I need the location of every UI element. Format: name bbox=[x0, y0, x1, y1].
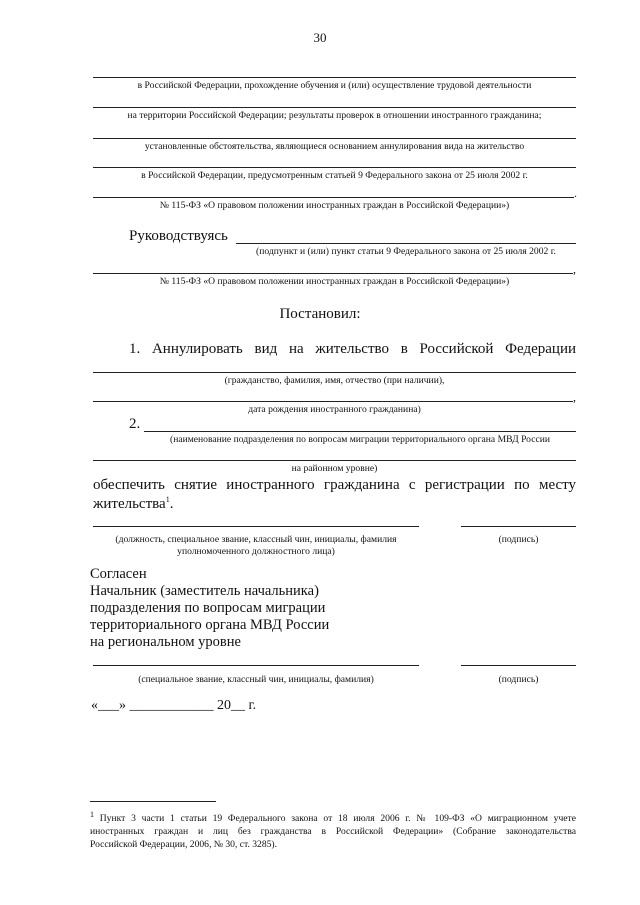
header-caption-3: установленные обстоятельства, являющиеся основанием аннулирования вида на жительство bbox=[144, 141, 525, 152]
header-rule-2 bbox=[93, 107, 576, 108]
header-rule-4 bbox=[93, 167, 576, 168]
footnote-line-3: Российской Федерации, 2006, № 30, ст. 3285). bbox=[90, 839, 278, 851]
footnote-reference: 1 bbox=[165, 495, 170, 504]
date-line bbox=[91, 698, 256, 714]
signature-rule-1 bbox=[461, 526, 576, 527]
item2-rule-1 bbox=[144, 431, 576, 432]
date-year-prefix: 20 bbox=[217, 698, 231, 713]
approval-line-5: на региональном уровне bbox=[90, 634, 241, 650]
item1-comma: , bbox=[573, 390, 576, 404]
head-caption: (специальное звание, классный чин, инициалы, фамилия) bbox=[138, 674, 374, 685]
header-rule-1 bbox=[93, 77, 576, 78]
header-caption-4: в Российской Федерации, предусмотренным статьей 9 Федерального закона от 25 июля 2002 г. bbox=[141, 170, 528, 181]
footnote-marker: 1 bbox=[90, 810, 94, 819]
item1-rule-2 bbox=[93, 401, 573, 402]
approval-line-4: территориального органа МВД России bbox=[90, 617, 330, 633]
item2-caption-1: (наименование подразделения по вопросам миграции территориального органа МВД России bbox=[170, 434, 550, 445]
guided-comma: , bbox=[573, 262, 576, 276]
page-number: 30 bbox=[313, 30, 327, 45]
signature-caption-1: (подпись) bbox=[498, 534, 539, 545]
item1-caption-1: (гражданство, фамилия, имя, отчество (при наличии), bbox=[224, 375, 445, 386]
guided-caption-2: № 115-ФЗ «О правовом положении иностранных граждан в Российской Федерации») bbox=[159, 276, 510, 287]
footnote-separator bbox=[90, 801, 216, 802]
item1-caption-2: дата рождения иностранного гражданина) bbox=[248, 404, 421, 415]
guided-rule-2 bbox=[93, 273, 573, 274]
item2-period: . bbox=[169, 496, 174, 512]
item2-text-line2 bbox=[93, 495, 173, 513]
guided-caption-1: (подпункт и (или) пункт статьи 9 Федерального закона от 25 июля 2002 г. bbox=[256, 246, 556, 257]
header-rule-5 bbox=[93, 197, 574, 198]
date-day-blank: ___ bbox=[98, 698, 119, 713]
item1-text: 1. Аннулировать вид на жительство в Российской Федерации bbox=[129, 341, 576, 357]
footnote-line-2: иностранных граждан и лиц без гражданства в Российской Федерации» (Собрание законодательства bbox=[90, 826, 576, 838]
date-month-blank: ____________ bbox=[129, 698, 214, 713]
approval-line-3: подразделения по вопросам миграции bbox=[90, 600, 326, 616]
footnote-line-1 bbox=[90, 808, 576, 825]
date-open-quote: « bbox=[91, 698, 98, 713]
item2-caption-2: на районном уровне) bbox=[291, 463, 378, 474]
header-caption-2: на территории Российской Федерации; результаты проверок в отношении иностранного гражданина; bbox=[127, 110, 542, 121]
header-caption-5: № 115-ФЗ «О правовом положении иностранных граждан в Российской Федерации») bbox=[159, 200, 510, 211]
item2-text-line1: обеспечить снятие иностранного гражданина с регистрации по месту bbox=[93, 477, 576, 493]
item1-rule-1 bbox=[93, 372, 576, 373]
approval-block bbox=[90, 566, 329, 651]
signature-caption-2: (подпись) bbox=[498, 674, 539, 685]
official-rule bbox=[93, 526, 419, 527]
official-caption-line1: (должность, специальное звание, классный чин, инициалы, фамилия bbox=[115, 534, 397, 545]
header-caption-1: в Российской Федерации, прохождение обучения и (или) осуществление трудовой деятельности bbox=[137, 80, 532, 91]
date-close-quote: » bbox=[119, 698, 126, 713]
footnote-text-1: Пункт 3 части 1 статьи 19 Федерального закона от 18 июля 2006 г. № 109-ФЗ «О миграционном учете bbox=[99, 813, 576, 825]
approval-line-2: Начальник (заместитель начальника) bbox=[90, 583, 319, 599]
official-caption-line2: уполномоченного должностного лица) bbox=[177, 546, 335, 557]
guided-rule-1 bbox=[236, 243, 576, 244]
date-year-suffix: г. bbox=[248, 698, 257, 713]
date-year-blank: __ bbox=[231, 698, 245, 713]
approval-line-1: Согласен bbox=[90, 566, 147, 582]
decree-heading: Постановил: bbox=[279, 306, 361, 322]
item2-text-word: жительства bbox=[93, 496, 166, 512]
header-rule-3 bbox=[93, 138, 576, 139]
signature-rule-2 bbox=[461, 665, 576, 666]
item2-rule-2 bbox=[93, 460, 576, 461]
footnote bbox=[90, 808, 576, 851]
guided-label: Руководствуясь bbox=[129, 228, 228, 244]
item2-number: 2. bbox=[129, 416, 141, 432]
head-rule bbox=[93, 665, 419, 666]
header-period: . bbox=[574, 186, 577, 200]
